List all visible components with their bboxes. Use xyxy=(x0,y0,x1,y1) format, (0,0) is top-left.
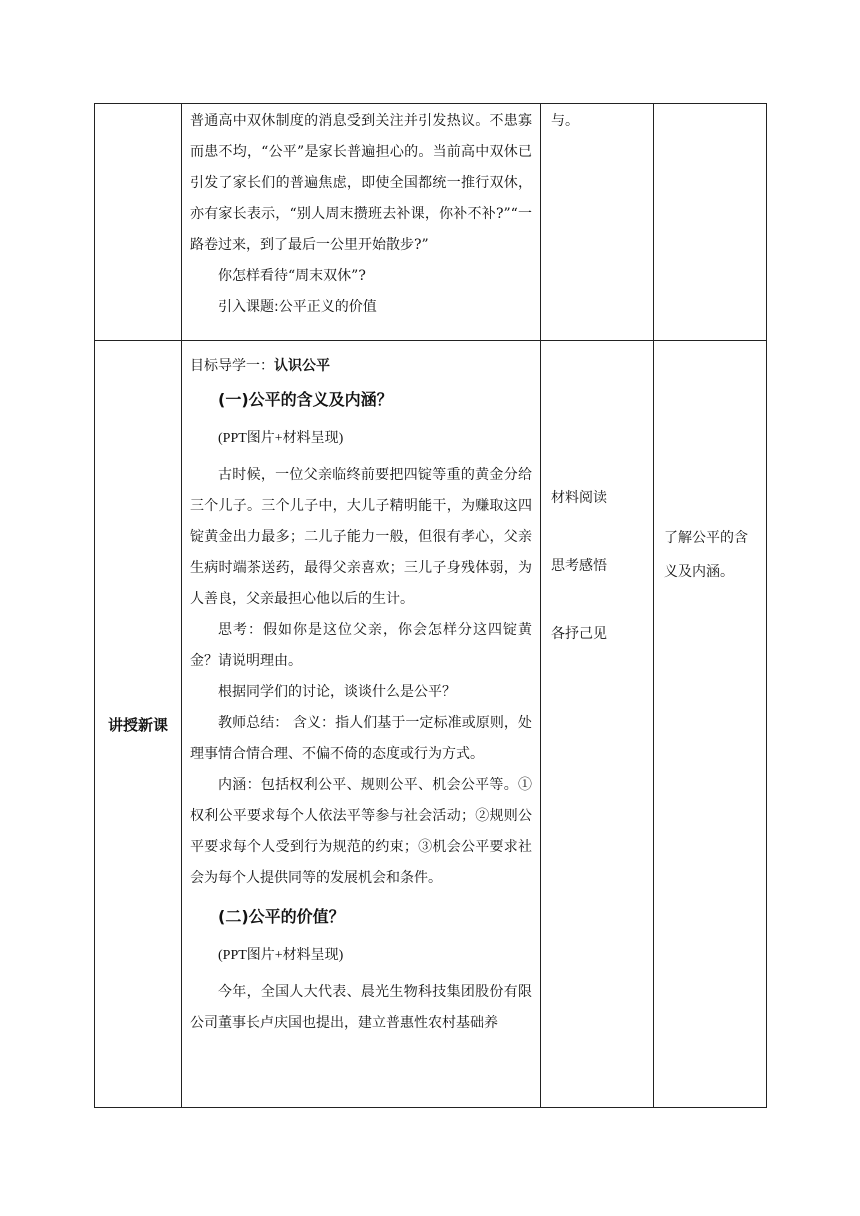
goal-cell xyxy=(654,104,767,341)
activity-item: 思考感悟 xyxy=(551,558,607,574)
lesson-plan-table xyxy=(94,103,767,1108)
activity-cell xyxy=(541,104,654,341)
goal-cell xyxy=(654,341,767,1108)
story-material: 古时候，一位父亲临终前要把四锭等重的黄金分给三个儿子。三个儿子中，大儿子精明能干，为赚取这四锭黄金出力最多；二儿子能力一般，但很有孝心，父亲生病时端茶送药，最得父亲喜欢；三儿子身残体弱，为人善良，父亲最担心他以后的生计。 xyxy=(190,467,532,607)
subheading-value: (二)公平的价值？ xyxy=(218,907,345,926)
activity-item: 各抒己见 xyxy=(551,626,607,642)
ppt-note: (PPT图片+材料呈现) xyxy=(218,948,344,963)
think-question: 思考：假如你是这位父亲，你会怎样分这四锭黄金？请说明理由。 xyxy=(190,622,532,669)
connotation-text: 内涵：包括权利公平、规则公平、机会公平等。①权利公平要求每个人依法平等参与社会活动；②规则公平要求每个人受到行为规范的约束；③机会公平要求社会为每个人提供同等的发展机会和条件。 xyxy=(190,777,532,886)
table-row xyxy=(95,104,767,341)
intro-material: 普通高中双休制度的消息受到关注并引发热议。不患寡而患不均，“公平”是家长普遍担心的。当前高中双休已引发了家长们的普遍焦虑，即使全国都统一推行双休，亦有家长表示，“别人周末攒班去补课，你补不补?”“一路卷过来，到了最后一公里开始散步?” xyxy=(190,113,532,253)
content-cell xyxy=(182,104,541,341)
discussion-prompt: 根据同学们的讨论，谈谈什么是公平？ xyxy=(218,684,456,700)
ppt-note: (PPT图片+材料呈现) xyxy=(218,431,344,446)
activity-item: 材料阅读 xyxy=(551,490,607,506)
goal-heading: 目标导学一：认识公平 xyxy=(190,358,330,374)
learning-goal: 了解公平的含义及内涵。 xyxy=(664,530,748,580)
section-label: 讲授新课 xyxy=(95,341,182,1108)
intro-question: 你怎样看待“周末双休”? xyxy=(218,268,366,284)
content-cell xyxy=(182,341,541,1108)
intro-topic: 引入课题:公平正义的价值 xyxy=(218,299,377,315)
table-row xyxy=(95,341,767,1108)
teacher-summary: 教师总结： 含义：指人们基于一定标准或原则，处理事情合情合理、不偏不倚的态度或行为方式。 xyxy=(190,715,532,762)
activity-cell xyxy=(541,341,654,1108)
activity-text: 与。 xyxy=(551,113,579,129)
subheading-meaning: (一)公平的含义及内涵？ xyxy=(218,390,393,409)
section-cell xyxy=(95,104,182,341)
value-material: 今年，全国人大代表、晨光生物科技集团股份有限公司董事长卢庆国也提出，建立普惠性农村基础养 xyxy=(190,984,532,1031)
